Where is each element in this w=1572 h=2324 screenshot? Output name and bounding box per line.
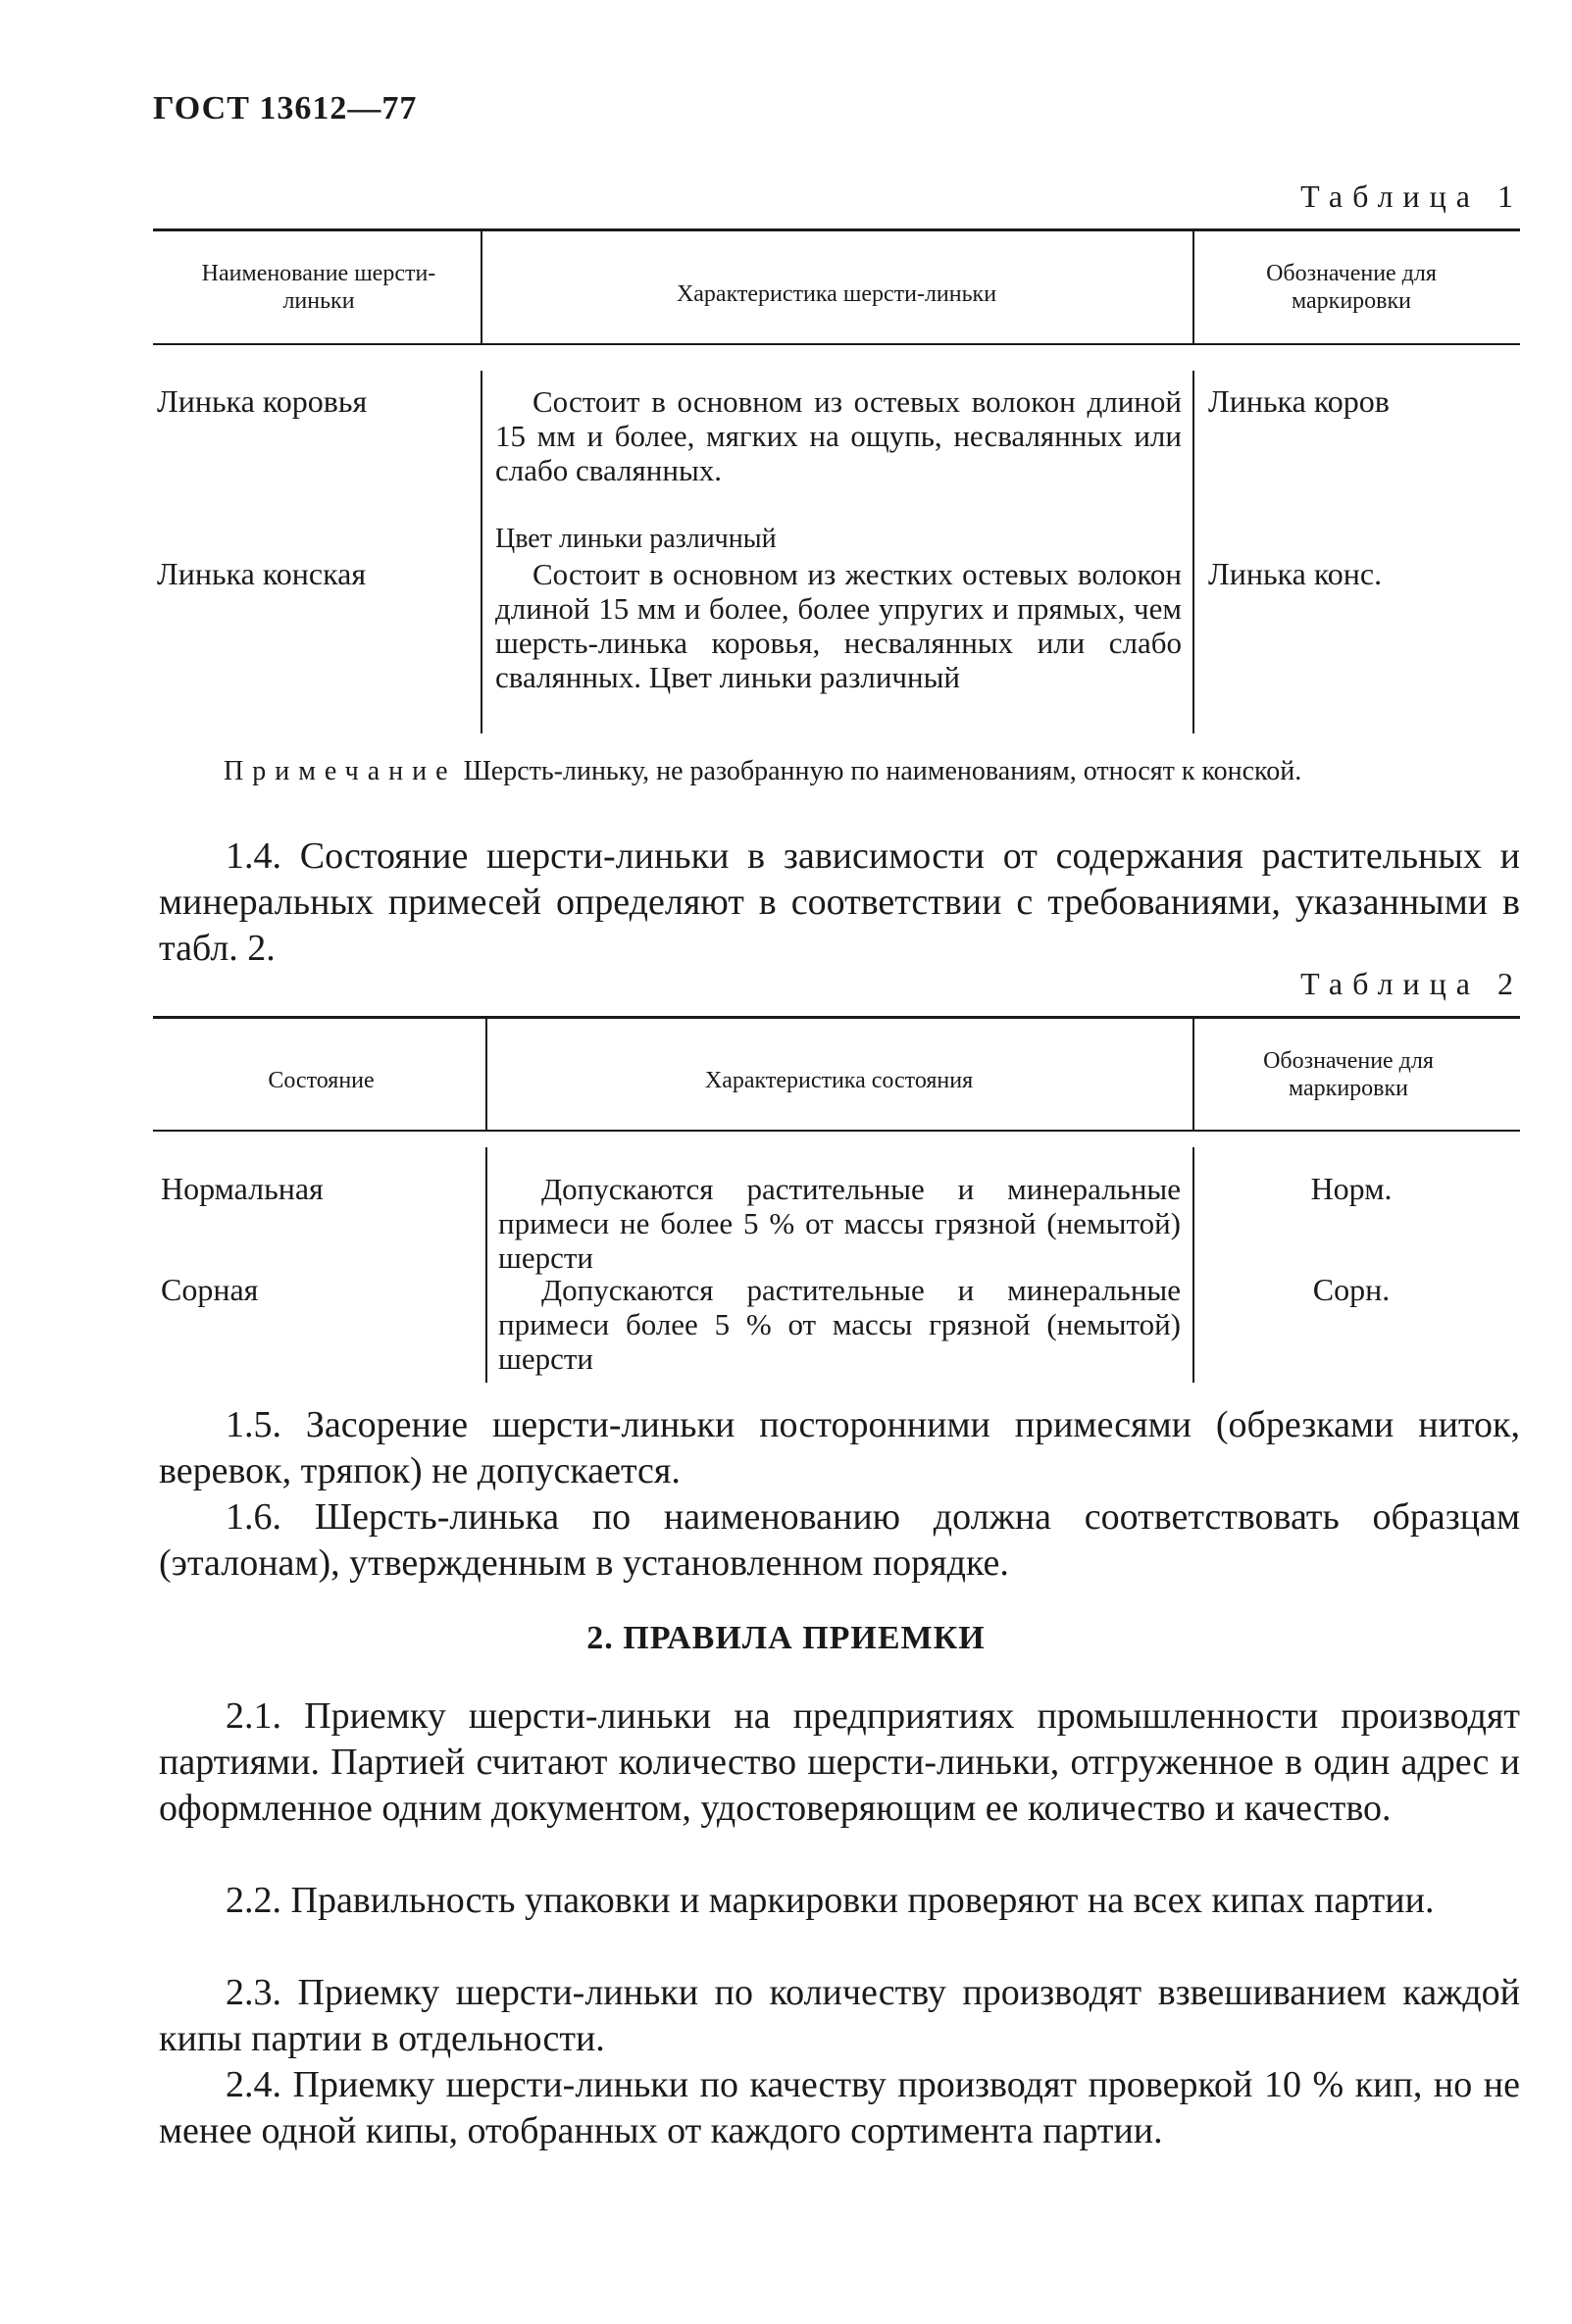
table1-header-name: Наименование шерсти-линьки xyxy=(201,261,436,314)
table2-row2-mark: Сорн. xyxy=(1312,1272,1391,1307)
table1-row1-color: Цвет линьки различный xyxy=(495,524,777,554)
table2-header-characteristic: Характеристика состояния xyxy=(704,1068,974,1093)
table1-body-divider-2 xyxy=(1192,371,1194,733)
table2-body-divider-1 xyxy=(485,1147,487,1383)
table1-header-divider-2 xyxy=(1192,231,1194,343)
table1-row1-name: Линька коровья xyxy=(157,383,368,419)
paragraph-2-3: 2.3. Приемку шерсти-линьки по количеству производят взвешиванием каждой кипы партии в отдельности. xyxy=(159,1972,1520,2059)
table2-header-state: Состояние xyxy=(268,1068,375,1093)
table2-row1-name: Нормальная xyxy=(161,1171,324,1206)
table1-note xyxy=(159,753,1520,789)
paragraph-2-1: 2.1. Приемку шерсти-линьки на предприятиях промышленности производят партиями. Партией считают количество шерсти-линьки, отгруженное в один адрес и оформленное одним документом, удостоверяющим ее количество и качество. xyxy=(159,1695,1520,1829)
table1-header-rule xyxy=(153,343,1520,345)
paragraph-2-2: 2.2. Правильность упаковки и маркировки проверяют на всех кипах партии. xyxy=(226,1880,1435,1921)
table2-row2-name: Сорная xyxy=(161,1272,259,1307)
table1-header-characteristic: Характеристика шерсти-линьки xyxy=(676,281,997,307)
section-2-title: 2. ПРАВИЛА ПРИЕМКИ xyxy=(586,1620,986,1656)
table1-row1-description: Состоит в основном из остевых волокон длиной 15 мм и более, мягких на ощупь, несвалянных или слабо свалянных. xyxy=(495,384,1182,487)
paragraph-2-4: 2.4. Приемку шерсти-линьки по качеству производят проверкой 10 % кип, но не менее одной кипы, отобранных от каждого сортимента партии. xyxy=(159,2064,1520,2151)
table1-row1-mark: Линька коров xyxy=(1208,383,1390,419)
table2-header-divider-1 xyxy=(485,1019,487,1130)
table1-header-marking: Обозначение для маркировки xyxy=(1266,261,1437,314)
table1-top-rule xyxy=(153,228,1520,231)
table1-row2-name: Линька конская xyxy=(157,556,367,591)
table2-row1-mark: Норм. xyxy=(1310,1171,1393,1206)
table2-header-divider-2 xyxy=(1192,1019,1194,1130)
table1-note-text: Шерсть-линьку, не разобранную по наименованиям, относят к конской. xyxy=(463,756,1302,786)
table1-row2-mark: Линька конс. xyxy=(1208,556,1383,591)
table2-caption: Таблица 2 xyxy=(1300,966,1523,1001)
paragraph-1-5: 1.5. Засорение шерсти-линьки посторонними примесями (обрезками ниток, веревок, тряпок) не допускается. xyxy=(159,1404,1520,1491)
table2-body-divider-2 xyxy=(1192,1147,1194,1383)
table2-row1-description: Допускаются растительные и минеральные примеси не более 5 % от массы грязной (немытой) шерсти xyxy=(498,1172,1181,1275)
paragraph-1-4: 1.4. Состояние шерсти-линьки в зависимости от содержания растительных и минеральных примесей определяют в соответствии с требованиями, указанными в табл. 2. xyxy=(159,835,1520,969)
table2-top-rule xyxy=(153,1016,1520,1019)
paragraph-1-6: 1.6. Шерсть-линька по наименованию должна соответствовать образцам (эталонам), утвержденным в установленном порядке. xyxy=(159,1496,1520,1584)
table1-row2-description: Состоит в основном из жестких остевых волокон длиной 15 мм и более, более упругих и прямых, чем шерсть-линька коровья, несвалянных или слабо свалянных. Цвет линьки различный xyxy=(495,557,1182,694)
table1-note-label: Примечание xyxy=(224,756,457,786)
table1-caption: Таблица 1 xyxy=(1300,178,1523,214)
standard-code: ГОСТ 13612—77 xyxy=(153,90,418,126)
table1-header-divider-1 xyxy=(481,231,482,343)
table2-header-rule xyxy=(153,1130,1520,1132)
table1-body-divider-1 xyxy=(481,371,482,733)
table2-row2-description: Допускаются растительные и минеральные примеси более 5 % от массы грязной (немытой) шерсти xyxy=(498,1273,1181,1376)
table2-header-marking: Обозначение для маркировки xyxy=(1263,1048,1434,1101)
